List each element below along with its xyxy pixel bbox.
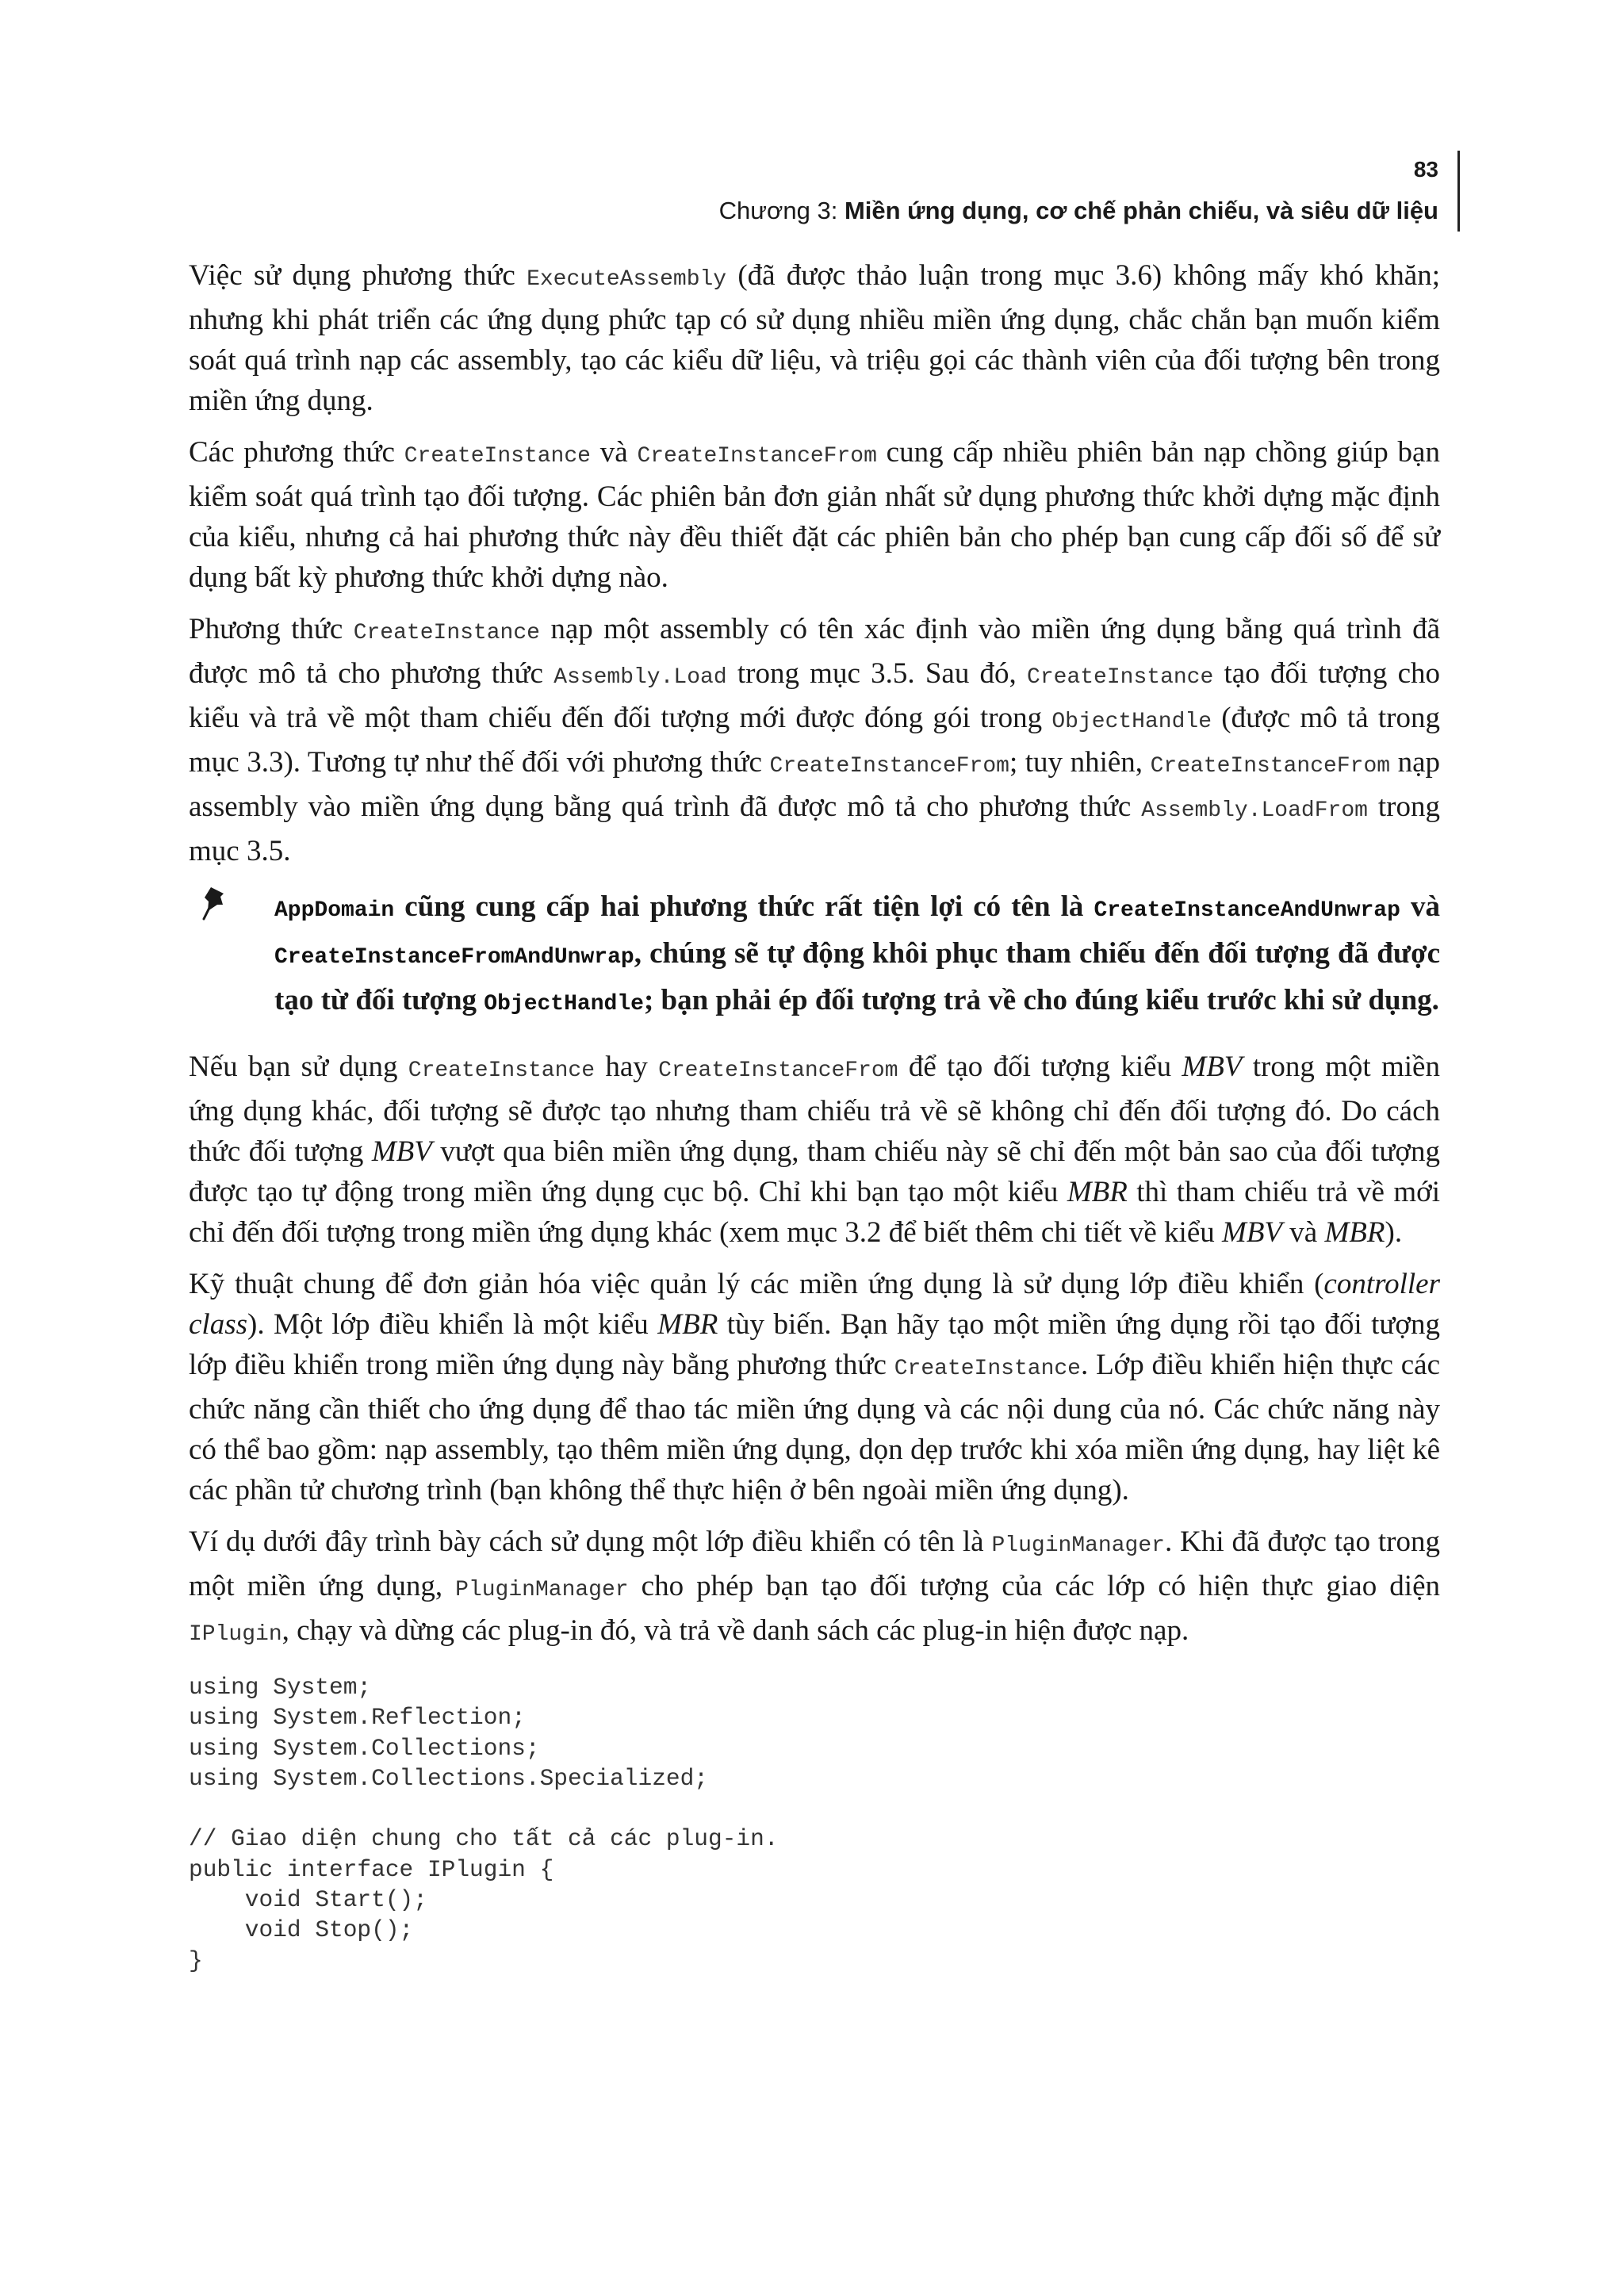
code-line: // Giao diện chung cho tất cả các plug-in. — [189, 1825, 779, 1853]
text-run: cũng cung cấp hai phương thức rất tiện lợi có tên là — [394, 890, 1094, 923]
main-content — [189, 255, 1440, 1976]
code-inline: CreateInstance — [408, 1058, 596, 1083]
paragraph-5 — [189, 1264, 1440, 1510]
italic-term: MBR — [657, 1308, 718, 1341]
code-inline: ObjectHandle — [484, 992, 644, 1016]
text-run: và — [590, 436, 638, 469]
page-header — [619, 151, 1460, 232]
text-run: Kỹ thuật chung để đơn giản hóa việc quản lý các miền ứng dụng là sử dụng lớp điều khiển ( — [189, 1268, 1324, 1300]
text-run: cho phép bạn tạo đối tượng của các lớp có hiện thực giao diện — [628, 1570, 1440, 1602]
code-inline: CreateInstance — [404, 444, 591, 469]
code-line: using System; — [189, 1674, 372, 1701]
code-inline: CreateInstanceFromAndUnwrap — [274, 945, 634, 970]
text-run: trong mục 3.5. Sau đó, — [726, 657, 1028, 690]
text-run: Việc sử dụng phương thức — [189, 259, 527, 292]
paragraph-6 — [189, 1522, 1440, 1655]
code-line: } — [189, 1947, 203, 1974]
code-line: void Stop(); — [189, 1916, 414, 1944]
text-run: tạo đối tượng cho kiểu và trả về một tham chiếu đến đối tượng mới được đóng gói trong — [189, 657, 1441, 734]
italic-term: controller class — [189, 1268, 1440, 1341]
code-inline: CreateInstance — [1027, 665, 1214, 690]
text-run: vượt qua biên miền ứng dụng, tham chiếu này sẽ chỉ đến một bản sao của đối tượng được tạo tự động trong miền ứng dụng cục bộ. Chỉ khi bạn tạo một kiểu — [189, 1135, 1440, 1208]
text-run: Các phương thức — [189, 436, 404, 469]
text-run: Ví dụ dưới đây trình bày cách sử dụng một lớp điều khiển có tên là — [189, 1525, 992, 1558]
code-line: void Start(); — [189, 1886, 427, 1914]
text-run: (được mô tả trong mục 3.3). Tương tự như thế đối với phương thức — [189, 702, 1441, 779]
code-inline: ObjectHandle — [1051, 710, 1212, 734]
text-run: ). — [1385, 1216, 1403, 1249]
text-run: . Lớp điều khiển hiện thực các chức năng cần thiết cho ứng dụng để thao tác miền ứng dụng và các nội dung của nó. Các chức năng này có thể bao gồm: nạp assembly, tạo thêm miền ứng dụng, dọn dẹp trước khi xóa miền ứng dụng, hay liệt kê các phần tử chương trình (bạn không thể thực hiện ở bên ngoài miền ứng dụng). — [189, 1349, 1441, 1506]
paragraph-3 — [189, 609, 1440, 871]
text-run: Nếu bạn sử dụng — [189, 1051, 408, 1083]
code-inline: AppDomain — [274, 898, 395, 923]
italic-term: MBV — [1222, 1216, 1283, 1249]
code-inline: Assembly.Load — [553, 665, 727, 690]
italic-term: MBR — [1067, 1176, 1128, 1208]
italic-term: MBV — [371, 1135, 432, 1168]
code-inline: PluginManager — [991, 1533, 1165, 1558]
text-run: để tạo đối tượng kiểu — [898, 1051, 1182, 1083]
text-run: nạp assembly vào miền ứng dụng bằng quá trình đã được mô tả cho phương thức — [189, 746, 1441, 823]
text-run: ). Một lớp điều khiển là một kiểu — [247, 1308, 658, 1341]
code-inline: CreateInstanceFrom — [769, 754, 1009, 779]
code-inline: PluginManager — [455, 1578, 629, 1602]
chapter-title — [619, 192, 1438, 230]
text-run: tùy biến. Bạn hãy tạo một miền ứng dụng rồi tạo đối tượng lớp điều khiển trong miền ứng dụng này bằng phương thức — [189, 1308, 1440, 1381]
text-run: cung cấp nhiều phiên bản nạp chồng giúp bạn kiểm soát quá trình tạo đối tượng. Các phiên bản đơn giản nhất sử dụng phương thức khởi dựng mặc định của kiểu, nhưng cả hai phương thức này đều thiết đặt các phiên bản cho phép bạn cung cấp đối số để sử dụng bất kỳ phương thức khởi dựng nào. — [189, 436, 1440, 594]
text-run: hay — [595, 1051, 659, 1083]
code-line: using System.Reflection; — [189, 1704, 526, 1732]
code-inline: CreateInstance — [353, 621, 540, 645]
paragraph-4 — [189, 1047, 1440, 1253]
code-inline: Assembly.LoadFrom — [1141, 798, 1368, 823]
text-run: thì tham chiếu trả về mới chỉ đến đối tượng trong miền ứng dụng khác (xem mục 3.2 để biết thêm chi tiết về kiểu — [189, 1176, 1440, 1249]
code-inline: CreateInstance — [894, 1357, 1081, 1381]
text-run: nạp một assembly có tên xác định vào miền ứng dụng bằng quá trình đã được mô tả cho phương thức — [189, 613, 1441, 690]
code-inline: CreateInstanceAndUnwrap — [1094, 898, 1400, 923]
chapter-prefix: Chương 3: — [718, 197, 845, 224]
text-run: trong mục 3.5. — [189, 790, 1440, 867]
code-inline: CreateInstanceFrom — [1150, 754, 1391, 779]
text-run: , chúng sẽ tự động khôi phục tham chiếu đến đối tượng đã được tạo từ đối tượng — [274, 937, 1440, 1016]
note-box — [189, 886, 1440, 1026]
code-inline: IPlugin — [189, 1622, 282, 1647]
text-run: , chạy và dừng các plug-in đó, và trả về danh sách các plug-in hiện được nạp. — [282, 1614, 1189, 1647]
page-number: 83 — [1413, 157, 1438, 182]
code-inline: ExecuteAssembly — [527, 267, 727, 292]
text-run: Phương thức — [189, 613, 354, 645]
text-run: trong một miền ứng dụng khác, đối tượng sẽ được tạo nhưng tham chiếu trả về sẽ không chỉ đến đối tượng đó. Do cách thức đối tượng — [189, 1051, 1440, 1168]
code-line: public interface IPlugin { — [189, 1855, 554, 1883]
pushpin-icon — [200, 886, 232, 922]
code-line — [189, 1793, 1440, 1824]
italic-term: MBR — [1324, 1216, 1385, 1249]
text-run: . Khi đã được tạo trong một miền ứng dụng, — [189, 1525, 1440, 1602]
paragraph-1 — [189, 255, 1440, 421]
text-run: ; tuy nhiên, — [1009, 746, 1151, 779]
code-line: using System.Collections; — [189, 1734, 540, 1762]
code-inline: CreateInstanceFrom — [658, 1058, 898, 1083]
code-block — [189, 1672, 1440, 1976]
text-run: ; bạn phải ép đối tượng trả về cho đúng kiểu trước khi sử dụng. — [643, 984, 1439, 1016]
text-run: và — [1282, 1216, 1325, 1249]
text-run: và — [1400, 890, 1440, 923]
text-run: (đã được thảo luận trong mục 3.6) không mấy khó khăn; nhưng khi phát triển các ứng dụng phức tạp có sử dụng nhiều miền ứng dụng, chắc chắn bạn muốn kiểm soát quá trình nạp các assembly, tạo các kiểu dữ liệu, và triệu gọi các thành viên của đối tượng bên trong miền ứng dụng. — [189, 259, 1441, 417]
italic-term: MBV — [1182, 1051, 1243, 1083]
chapter-name: Miền ứng dụng, cơ chế phản chiếu, và siêu dữ liệu — [844, 197, 1438, 224]
code-inline: CreateInstanceFrom — [637, 444, 877, 469]
paragraph-2 — [189, 432, 1440, 598]
code-line: using System.Collections.Specialized; — [189, 1764, 709, 1792]
